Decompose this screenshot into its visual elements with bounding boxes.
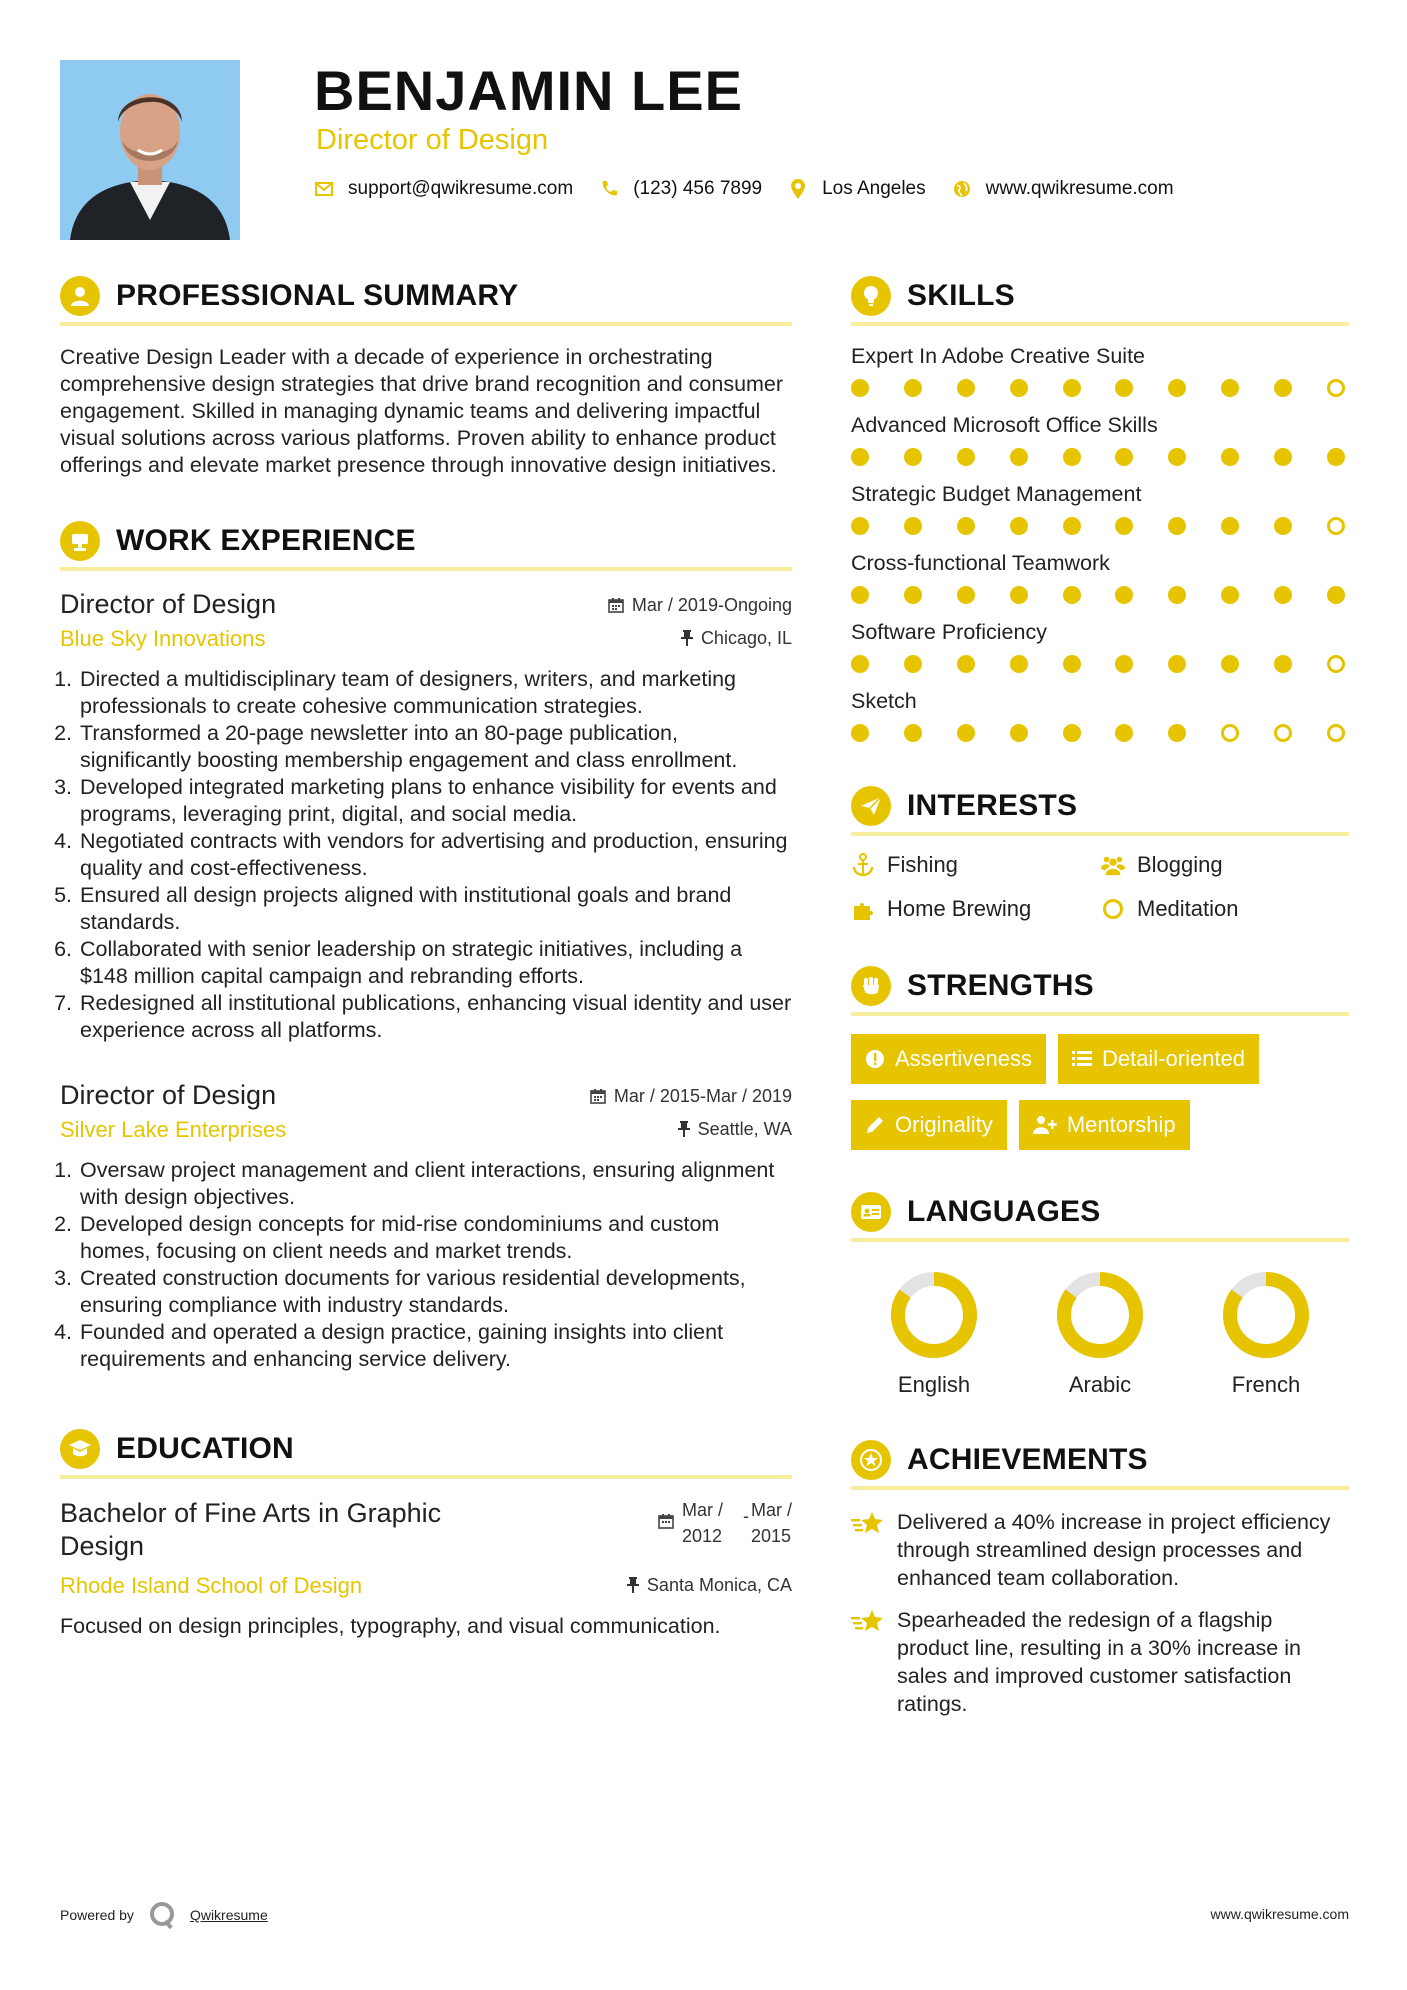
achievements-list bbox=[851, 1508, 1349, 1718]
rating-dot-empty bbox=[1221, 724, 1239, 742]
rating-dot-filled bbox=[904, 586, 922, 604]
rating-dot-filled bbox=[851, 724, 869, 742]
achievement-text: Spearheaded the redesign of a flagship product line, resulting in a 30% increase in sales and improved customer satisfaction ratings. bbox=[897, 1608, 1301, 1716]
job-date-text: Mar / 2019-Ongoing bbox=[631, 594, 792, 615]
contact-phone-text: (123) 456 7899 bbox=[633, 178, 763, 199]
job-bullet: 3. Developed integrated marketing plans to enhance visibility for events and programs, leveraging print, digital, and social media. bbox=[78, 774, 792, 828]
interests-title: INTERESTS bbox=[907, 789, 1078, 822]
globe-icon bbox=[952, 179, 972, 199]
job-bullet: 1. Oversaw project management and client interactions, ensuring alignment with design objectives. bbox=[78, 1157, 792, 1211]
rating-dot-filled bbox=[1221, 517, 1239, 535]
interest-label: Home Brewing bbox=[887, 896, 1032, 921]
rating-dot-filled bbox=[1063, 517, 1081, 535]
candidate-name: BENJAMIN LEE bbox=[314, 59, 743, 122]
rating-dot-filled bbox=[1010, 586, 1028, 604]
achievements-title: ACHIEVEMENTS bbox=[907, 1443, 1148, 1476]
contact-location-text: Los Angeles bbox=[822, 178, 926, 199]
calendar-icon bbox=[608, 597, 624, 613]
lightbulb-icon bbox=[851, 276, 891, 316]
skill-row bbox=[851, 344, 1349, 397]
language-item bbox=[851, 1260, 1017, 1398]
skill-name: Cross-functional Teamwork bbox=[851, 551, 1110, 575]
rating-dot-filled bbox=[851, 448, 869, 466]
language-donut bbox=[1055, 1270, 1145, 1360]
job-title: Director of Design bbox=[60, 589, 277, 619]
contact-location bbox=[788, 178, 926, 200]
user-icon bbox=[60, 276, 100, 316]
strength-tag bbox=[851, 1100, 1007, 1150]
skill-row bbox=[851, 689, 1349, 742]
rating-dot-filled bbox=[851, 655, 869, 673]
phone-icon bbox=[599, 179, 619, 199]
education-location bbox=[627, 1575, 792, 1596]
rating-dot-filled bbox=[1168, 724, 1186, 742]
education-start-year: 2012 bbox=[681, 1526, 723, 1546]
rating-dot-filled bbox=[851, 379, 869, 397]
rating-dot-filled bbox=[1274, 448, 1292, 466]
rating-dot-filled bbox=[904, 379, 922, 397]
language-item bbox=[1017, 1260, 1183, 1398]
rating-dot-filled bbox=[1274, 517, 1292, 535]
skill-name: Advanced Microsoft Office Skills bbox=[851, 413, 1158, 437]
rating-dot-filled bbox=[1010, 517, 1028, 535]
paper-plane-icon bbox=[851, 786, 891, 826]
rating-dot-filled bbox=[1063, 586, 1081, 604]
job-bullet: 5. Ensured all design projects aligned with institutional goals and brand standards. bbox=[78, 882, 792, 936]
skill-rating bbox=[851, 448, 1345, 466]
education-start-month: Mar / bbox=[681, 1500, 723, 1520]
summary-title: PROFESSIONAL SUMMARY bbox=[116, 279, 519, 312]
strengths-tags bbox=[851, 1034, 1349, 1150]
job-bullet: 3. Created construction documents for various residential developments, ensuring compliance with industry standards. bbox=[78, 1265, 792, 1319]
interest-label: Fishing bbox=[887, 852, 958, 877]
strengths-title: STRENGTHS bbox=[907, 969, 1094, 1002]
job-title: Director of Design bbox=[60, 1080, 277, 1110]
rating-dot-filled bbox=[1063, 655, 1081, 673]
job-bullet: 1. Directed a multidisciplinary team of designers, writers, and marketing professionals to create cohesive communication strategies. bbox=[78, 666, 792, 720]
pencil-icon bbox=[865, 1115, 885, 1135]
strengths-heading bbox=[851, 960, 1349, 1016]
contact-bar bbox=[314, 178, 1200, 200]
rating-dot-filled bbox=[957, 655, 975, 673]
puzzle-icon bbox=[851, 897, 875, 921]
rating-dot-filled bbox=[957, 586, 975, 604]
language-name: English bbox=[897, 1372, 971, 1397]
job-date bbox=[608, 595, 792, 616]
pushpin-icon bbox=[678, 1121, 690, 1137]
strength-label: Assertiveness bbox=[895, 1046, 1032, 1071]
rating-dot-filled bbox=[1168, 448, 1186, 466]
calendar-icon bbox=[590, 1088, 606, 1104]
job-company: Blue Sky Innovations bbox=[60, 626, 266, 651]
footer-powered-by bbox=[60, 1900, 268, 1930]
interest-label: Meditation bbox=[1137, 896, 1239, 921]
rating-dot-filled bbox=[957, 448, 975, 466]
interest-item bbox=[851, 852, 1101, 878]
education-dates bbox=[658, 1497, 792, 1549]
profile-photo bbox=[60, 60, 240, 240]
rating-dot-filled bbox=[1327, 586, 1345, 604]
pushpin-icon bbox=[627, 1577, 639, 1593]
job-location-text: Seattle, WA bbox=[697, 1118, 792, 1139]
skill-rating bbox=[851, 655, 1345, 673]
rating-dot-filled bbox=[1274, 586, 1292, 604]
rating-dot-filled bbox=[1010, 448, 1028, 466]
job-location bbox=[681, 628, 792, 649]
skill-rating bbox=[851, 379, 1345, 397]
language-donut bbox=[1221, 1270, 1311, 1360]
rating-dot-filled bbox=[1221, 448, 1239, 466]
skills-heading bbox=[851, 270, 1349, 326]
contact-website[interactable] bbox=[952, 178, 1174, 200]
education-date-separator: - bbox=[742, 1506, 749, 1526]
skill-row bbox=[851, 620, 1349, 673]
shooting-star-icon bbox=[851, 1606, 885, 1718]
strength-tag bbox=[851, 1034, 1046, 1084]
skill-rating bbox=[851, 517, 1345, 535]
achievement-text: Delivered a 40% increase in project efficiency through streamlined design processes and enhanced team collaboration. bbox=[897, 1510, 1331, 1590]
skill-name: Expert In Adobe Creative Suite bbox=[851, 344, 1146, 368]
skills-title: SKILLS bbox=[907, 279, 1015, 312]
interest-label: Blogging bbox=[1137, 852, 1223, 877]
rating-dot-filled bbox=[957, 517, 975, 535]
degree-title: Bachelor of Fine Arts in Graphic Design bbox=[60, 1498, 442, 1561]
rating-dot-filled bbox=[1168, 379, 1186, 397]
rating-dot-empty bbox=[1327, 517, 1345, 535]
education-location-text: Santa Monica, CA bbox=[646, 1574, 792, 1595]
achievement-item bbox=[851, 1606, 1349, 1718]
map-marker-icon bbox=[788, 179, 808, 199]
briefcase-icon bbox=[60, 521, 100, 561]
pushpin-icon bbox=[681, 630, 693, 646]
education-end-month: Mar / bbox=[750, 1500, 792, 1520]
strength-label: Detail-oriented bbox=[1101, 1046, 1246, 1071]
language-item bbox=[1183, 1260, 1349, 1398]
rating-dot-filled bbox=[851, 517, 869, 535]
skills-list bbox=[851, 344, 1349, 742]
rating-dot-filled bbox=[1115, 448, 1133, 466]
summary-text: Creative Design Leader with a decade of experience in orchestrating comprehensive design strategies that drive brand recognition and consumer engagement. Skilled in managing dynamic teams and delivering impactful visual solutions across various platforms. Proven ability to enhance product offerings and elevate market presence through innovative design initiatives. bbox=[60, 345, 784, 477]
skill-row bbox=[851, 413, 1349, 466]
rating-dot-filled bbox=[1010, 724, 1028, 742]
circle-icon bbox=[1101, 897, 1125, 921]
skill-row bbox=[851, 482, 1349, 535]
job-bullet: 2. Transformed a 20-page newsletter into an 80-page publication, significantly boosting membership engagement and class enrollment. bbox=[78, 720, 792, 774]
school-name: Rhode Island School of Design bbox=[60, 1573, 363, 1598]
rating-dot-filled bbox=[957, 724, 975, 742]
contact-phone[interactable] bbox=[599, 178, 762, 200]
rating-dot-empty bbox=[1327, 724, 1345, 742]
id-card-icon bbox=[851, 1192, 891, 1232]
language-name: French bbox=[1231, 1372, 1301, 1397]
envelope-icon bbox=[314, 179, 334, 199]
experience-title: WORK EXPERIENCE bbox=[116, 524, 416, 557]
powered-by-label: Powered by bbox=[60, 1907, 134, 1923]
interest-item bbox=[851, 896, 1101, 922]
rating-dot-filled bbox=[904, 517, 922, 535]
job-date-text: Mar / 2015-Mar / 2019 bbox=[613, 1085, 792, 1106]
star-badge-icon bbox=[851, 1440, 891, 1480]
rating-dot-filled bbox=[1221, 655, 1239, 673]
job-date bbox=[590, 1086, 792, 1107]
rating-dot-filled bbox=[904, 655, 922, 673]
interest-item bbox=[1101, 852, 1341, 878]
strength-label: Originality bbox=[895, 1112, 993, 1137]
education-entry bbox=[60, 1497, 792, 1640]
footer-website[interactable]: www.qwikresume.com bbox=[1210, 1906, 1349, 1922]
skill-rating bbox=[851, 724, 1345, 742]
rating-dot-filled bbox=[1221, 586, 1239, 604]
skill-row bbox=[851, 551, 1349, 604]
rating-dot-filled bbox=[1327, 448, 1345, 466]
job-bullet: 6. Collaborated with senior leadership on strategic initiatives, including a $148 million capital campaign and rebranding efforts. bbox=[78, 936, 792, 990]
achievement-item bbox=[851, 1508, 1349, 1592]
education-description: Focused on design principles, typography, and visual communication. bbox=[60, 1614, 721, 1638]
rating-dot-filled bbox=[1063, 379, 1081, 397]
job-bullet: 2. Developed design concepts for mid-rise condominiums and custom homes, focusing on client needs and market trends. bbox=[78, 1211, 792, 1265]
job-bullet: 4. Negotiated contracts with vendors for advertising and production, ensuring quality and cost-effectiveness. bbox=[78, 828, 792, 882]
achievements-heading bbox=[851, 1434, 1349, 1490]
strength-label: Mentorship bbox=[1066, 1112, 1176, 1137]
job-bullets bbox=[60, 666, 792, 1044]
rating-dot-filled bbox=[1168, 517, 1186, 535]
strength-tag bbox=[1058, 1034, 1259, 1084]
languages-list bbox=[851, 1260, 1349, 1398]
job-entry bbox=[60, 589, 792, 1044]
job-company: Silver Lake Enterprises bbox=[60, 1117, 287, 1142]
contact-email-text: support@qwikresume.com bbox=[348, 178, 574, 199]
rating-dot-filled bbox=[1274, 655, 1292, 673]
summary-heading bbox=[60, 270, 792, 326]
job-location bbox=[678, 1119, 792, 1140]
contact-email[interactable] bbox=[314, 178, 573, 200]
language-donut bbox=[889, 1270, 979, 1360]
skill-rating bbox=[851, 586, 1345, 604]
rating-dot-filled bbox=[1274, 379, 1292, 397]
rating-dot-filled bbox=[1010, 379, 1028, 397]
rating-dot-filled bbox=[1168, 586, 1186, 604]
strength-tag bbox=[1019, 1100, 1190, 1150]
fist-icon bbox=[851, 966, 891, 1006]
job-bullets bbox=[60, 1157, 792, 1373]
education-heading bbox=[60, 1423, 792, 1479]
interests-heading bbox=[851, 780, 1349, 836]
rating-dot-filled bbox=[1221, 379, 1239, 397]
list-icon bbox=[1072, 1050, 1092, 1068]
skill-name: Strategic Budget Management bbox=[851, 482, 1142, 506]
rating-dot-filled bbox=[1168, 655, 1186, 673]
contact-website-text: www.qwikresume.com bbox=[985, 178, 1174, 199]
exclamation-icon bbox=[865, 1049, 885, 1069]
rating-dot-filled bbox=[957, 379, 975, 397]
rating-dot-filled bbox=[1115, 379, 1133, 397]
job-entry bbox=[60, 1080, 792, 1373]
experience-heading bbox=[60, 515, 792, 571]
calendar-icon bbox=[658, 1513, 674, 1529]
rating-dot-filled bbox=[1063, 724, 1081, 742]
right-column bbox=[851, 270, 1349, 1732]
left-column bbox=[60, 270, 792, 1640]
job-bullet: 7. Redesigned all institutional publications, enhancing visual identity and user experience across all platforms. bbox=[78, 990, 792, 1044]
education-title: EDUCATION bbox=[116, 1432, 294, 1465]
graduation-cap-icon bbox=[60, 1429, 100, 1469]
rating-dot-filled bbox=[904, 724, 922, 742]
interests-grid bbox=[851, 852, 1349, 922]
qwikresume-logo-icon bbox=[148, 1900, 178, 1930]
rating-dot-empty bbox=[1274, 724, 1292, 742]
shooting-star-icon bbox=[851, 1508, 885, 1592]
rating-dot-filled bbox=[1115, 517, 1133, 535]
language-name: Arabic bbox=[1068, 1372, 1132, 1397]
user-plus-icon bbox=[1033, 1115, 1057, 1135]
job-bullet: 4. Founded and operated a design practice, gaining insights into client requirements and enhancing service delivery. bbox=[78, 1319, 792, 1373]
interest-item bbox=[1101, 896, 1341, 922]
rating-dot-empty bbox=[1327, 655, 1345, 673]
rating-dot-filled bbox=[904, 448, 922, 466]
skill-name: Software Proficiency bbox=[851, 620, 1047, 644]
rating-dot-filled bbox=[1115, 586, 1133, 604]
education-end-year: 2015 bbox=[750, 1526, 792, 1546]
skill-name: Sketch bbox=[851, 689, 917, 713]
job-location-text: Chicago, IL bbox=[700, 627, 792, 648]
qwikresume-link[interactable]: Qwikresume bbox=[189, 1907, 268, 1923]
rating-dot-filled bbox=[1010, 655, 1028, 673]
languages-title: LANGUAGES bbox=[907, 1195, 1101, 1228]
anchor-icon bbox=[851, 853, 875, 877]
rating-dot-empty bbox=[1327, 379, 1345, 397]
rating-dot-filled bbox=[851, 586, 869, 604]
rating-dot-filled bbox=[1115, 655, 1133, 673]
rating-dot-filled bbox=[1115, 724, 1133, 742]
rating-dot-filled bbox=[1063, 448, 1081, 466]
candidate-title: Director of Design bbox=[316, 124, 549, 156]
languages-heading bbox=[851, 1186, 1349, 1242]
users-icon bbox=[1101, 853, 1125, 877]
